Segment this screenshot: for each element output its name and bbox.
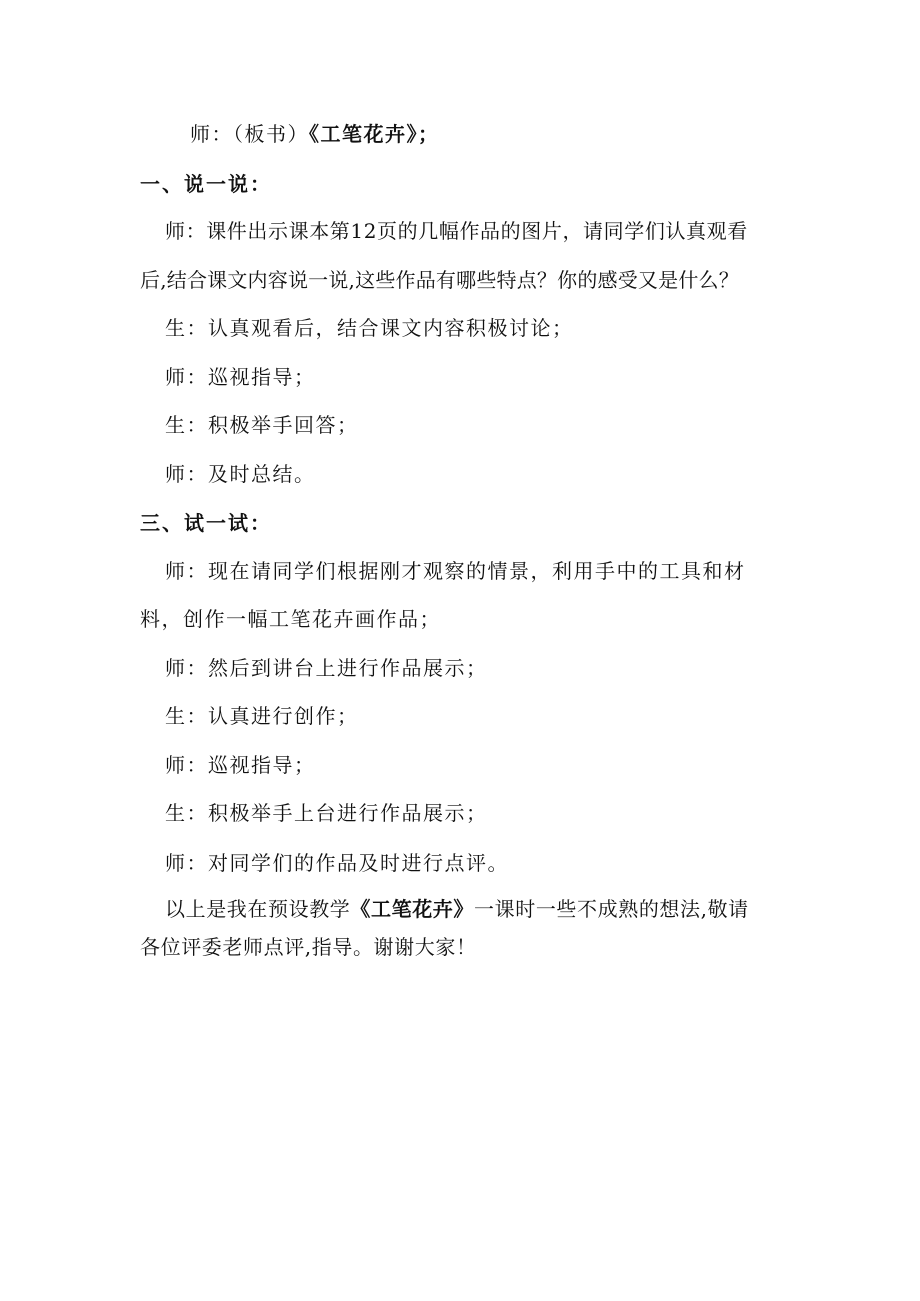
closing-line-2: 各位评委老师点评,指导。谢谢大家！ xyxy=(140,935,477,959)
section3-line-7: 师：对同学们的作品及时进行点评。 xyxy=(165,851,509,875)
section1-line-6: 师：及时总结。 xyxy=(165,462,316,486)
closing-title: 《工笔花卉》 xyxy=(350,897,475,921)
closing-line-1 xyxy=(165,895,825,923)
section3-line-3: 师：然后到讲台上进行作品展示； xyxy=(165,656,488,680)
section1-line-5: 生：积极举手回答； xyxy=(165,413,359,437)
closing-suffix: 一课时一些不成熟的想法,敬请 xyxy=(474,897,749,921)
section1-line-3: 生：认真观看后，结合课文内容积极讨论； xyxy=(165,316,574,340)
board-title-suffix: ； xyxy=(418,122,440,146)
section1-line-1: 师：课件出示课本第12页的几幅作品的图片，请同学们认真观看 xyxy=(165,219,748,243)
section3-line-4: 生：认真进行创作； xyxy=(165,704,359,728)
section1-line-4: 师：巡视指导； xyxy=(165,365,316,389)
section3-line-1: 师：现在请同学们根据刚才观察的情景，利用手中的工具和材 xyxy=(165,559,746,583)
section3-line-6: 生：积极举手上台进行作品展示； xyxy=(165,801,488,825)
section3-line-5: 师：巡视指导； xyxy=(165,753,316,777)
board-title-line xyxy=(190,120,850,148)
section3-line-2: 料，创作一幅工笔花卉画作品； xyxy=(140,607,441,631)
section1-heading: 一、说一说： xyxy=(140,172,272,196)
section3-heading: 三、试一试： xyxy=(140,511,272,535)
closing-prefix: 以上是我在预设教学 xyxy=(165,897,351,921)
section1-line-2: 后,结合课文内容说一说,这些作品有哪些特点？你的感受又是什么？ xyxy=(140,268,739,292)
board-title: 《工笔花卉》 xyxy=(309,122,418,146)
board-title-prefix: 师：（板书） xyxy=(190,122,309,146)
